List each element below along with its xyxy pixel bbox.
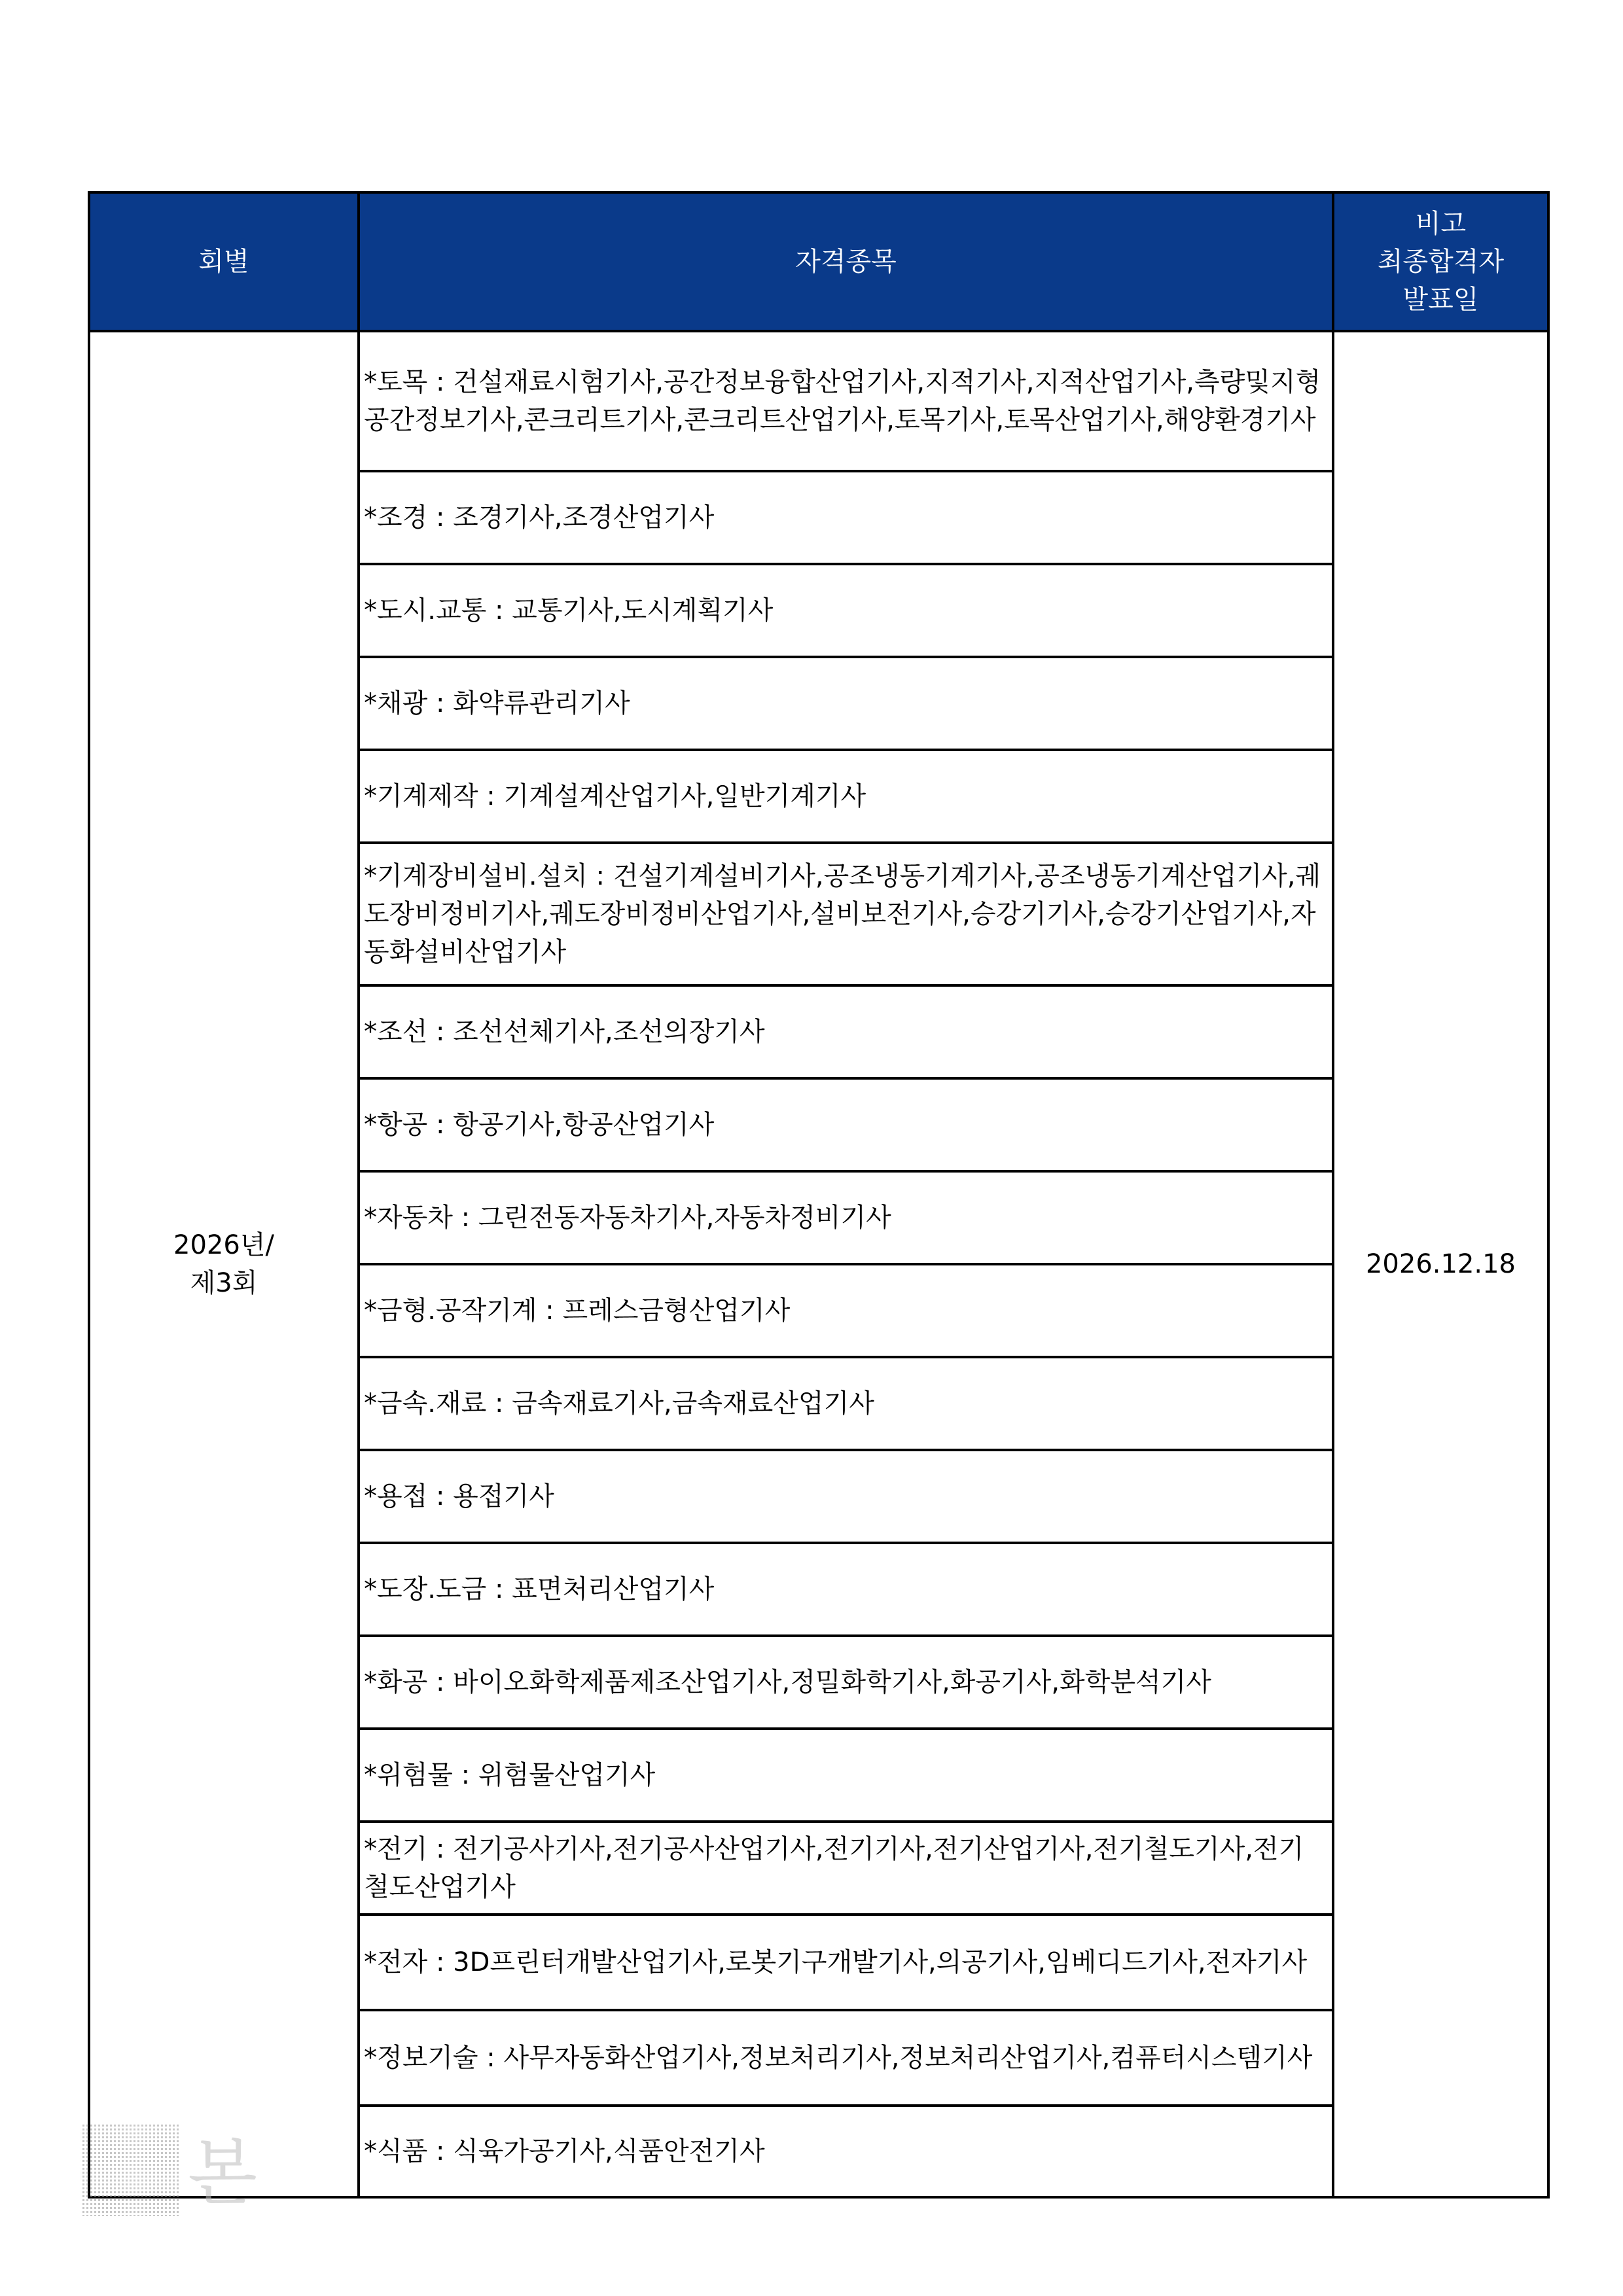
watermark-glyph: 본: [187, 2131, 258, 2215]
subject-cell: *토목 : 건설재료시험기사,공간정보융합산업기사,지적기사,지적산업기사,측량및지형공간정보기사,콘크리트기사,콘크리트산업기사,토목기사,토목산업기사,해양환경기사: [359, 331, 1333, 471]
header-round: 회별: [89, 192, 359, 331]
header-note: [1333, 192, 1548, 331]
subject-cell: *금형.공작기계 : 프레스금형산업기사: [359, 1264, 1333, 1357]
subject-cell: *채광 : 화약류관리기사: [359, 657, 1333, 750]
table-row: [89, 331, 1548, 471]
subject-cell: *전자 : 3D프린터개발산업기사,로봇기구개발기사,의공기사,임베디드기사,전자기사: [359, 1915, 1333, 2010]
subject-cell: *용접 : 용접기사: [359, 1450, 1333, 1543]
subject-cell: *기계제작 : 기계설계산업기사,일반기계기사: [359, 750, 1333, 843]
watermark-dot-block: [82, 2125, 181, 2216]
subject-cell: *화공 : 바이오화학제품제조산업기사,정밀화학기사,화공기사,화학분석기사: [359, 1636, 1333, 1729]
subject-cell: *식품 : 식육가공기사,식품안전기사: [359, 2106, 1333, 2197]
subject-cell: *조선 : 조선선체기사,조선의장기사: [359, 985, 1333, 1078]
subject-cell: *위험물 : 위험물산업기사: [359, 1729, 1333, 1822]
subject-cell: *자동차 : 그린전동자동차기사,자동차정비기사: [359, 1171, 1333, 1264]
header-subject: 자격종목: [359, 192, 1333, 331]
header-note-line: 최종합격자: [1377, 247, 1505, 277]
subject-cell: *조경 : 조경기사,조경산업기사: [359, 471, 1333, 564]
round-line: 2026년/: [173, 1230, 274, 1260]
table-header-row: [89, 192, 1548, 331]
subject-cell: *항공 : 항공기사,항공산업기사: [359, 1078, 1333, 1171]
subject-cell: *도시.교통 : 교통기사,도시계획기사: [359, 564, 1333, 657]
header-note-line: 발표일: [1402, 285, 1479, 315]
subject-cell: *도장.도금 : 표면처리산업기사: [359, 1543, 1333, 1636]
exam-schedule-table: [88, 191, 1550, 2199]
round-line: 제3회: [190, 1268, 258, 1298]
subject-cell: *전기 : 전기공사기사,전기공사산업기사,전기기사,전기산업기사,전기철도기사,전기철도산업기사: [359, 1822, 1333, 1915]
round-cell: [89, 331, 359, 2197]
subject-cell: *기계장비설비.설치 : 건설기계설비기사,공조냉동기계기사,공조냉동기계산업기사,궤도장비정비기사,궤도장비정비산업기사,설비보전기사,승강기기사,승강기산업기사,자동화설비산업기사: [359, 843, 1333, 985]
announce-date-cell: 2026.12.18: [1333, 331, 1548, 2197]
subject-cell: *금속.재료 : 금속재료기사,금속재료산업기사: [359, 1357, 1333, 1450]
header-note-line: 비고: [1415, 209, 1467, 239]
subject-cell: *정보기술 : 사무자동화산업기사,정보처리기사,정보처리산업기사,컴퓨터시스템기사: [359, 2010, 1333, 2106]
table-body: [89, 331, 1548, 2197]
watermark-logo: [82, 2125, 268, 2216]
